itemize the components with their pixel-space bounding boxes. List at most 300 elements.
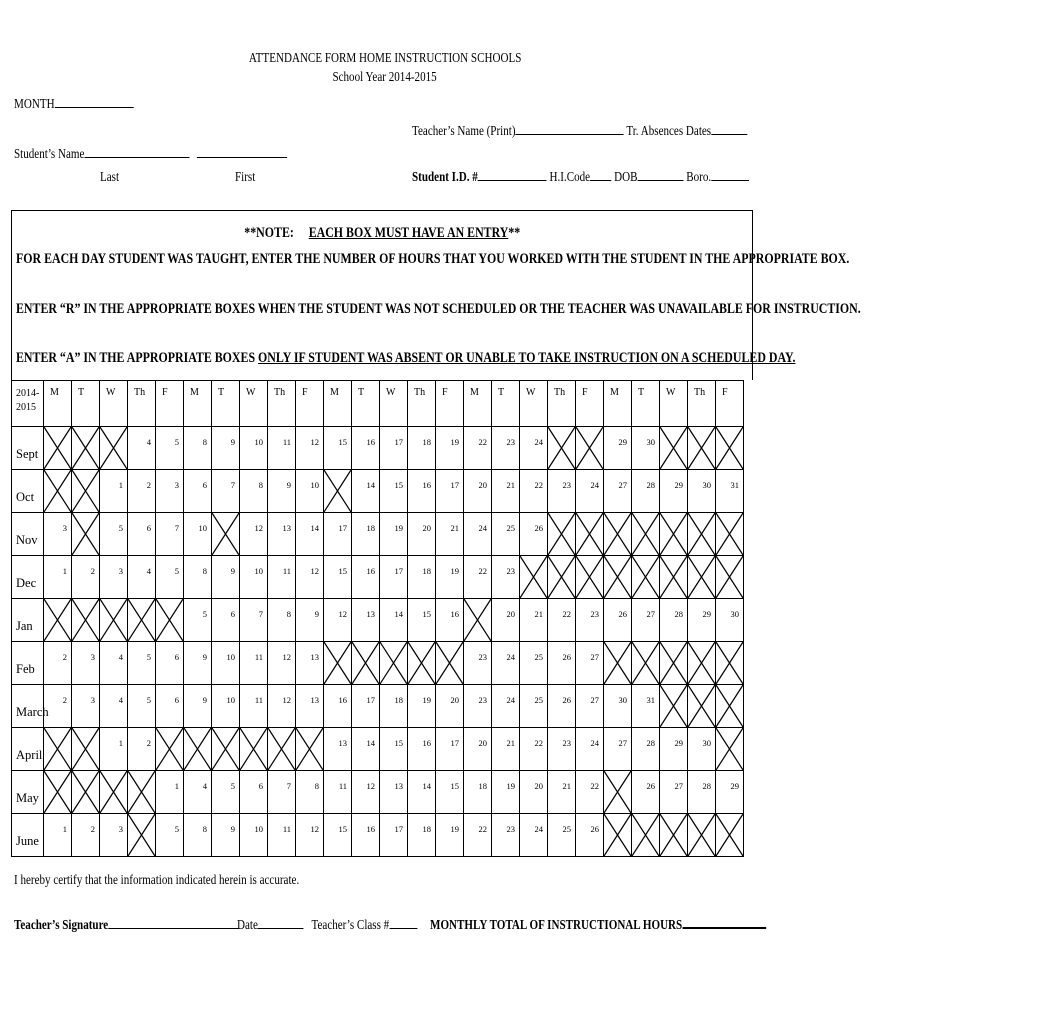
date-number: 5 xyxy=(174,566,179,576)
attendance-entry-cell[interactable] xyxy=(128,427,156,470)
attendance-entry-cell[interactable] xyxy=(520,599,548,642)
date-label: Date xyxy=(237,917,258,932)
student-last-field[interactable] xyxy=(84,157,189,158)
monthly-total-field[interactable] xyxy=(682,927,766,929)
attendance-entry-cell[interactable] xyxy=(212,427,240,470)
attendance-entry-cell[interactable] xyxy=(184,599,212,642)
attendance-entry-cell[interactable] xyxy=(716,470,744,513)
attendance-entry-cell[interactable] xyxy=(268,599,296,642)
date-number: 17 xyxy=(450,738,459,748)
attendance-entry-cell[interactable] xyxy=(352,556,380,599)
date-number: 20 xyxy=(534,781,543,791)
note-prefix: **NOTE: xyxy=(244,225,294,241)
attendance-entry-cell[interactable] xyxy=(184,427,212,470)
attendance-entry-cell[interactable] xyxy=(268,685,296,728)
attendance-entry-cell[interactable] xyxy=(436,556,464,599)
date-number: 17 xyxy=(394,437,403,447)
boro-field[interactable] xyxy=(711,180,749,181)
attendance-entry-cell[interactable] xyxy=(716,599,744,642)
attendance-entry-cell[interactable] xyxy=(44,513,72,556)
attendance-entry-cell[interactable] xyxy=(520,470,548,513)
attendance-entry-cell[interactable] xyxy=(604,427,632,470)
day-header-label: M xyxy=(610,387,619,398)
date-number: 19 xyxy=(450,566,459,576)
attendance-entry-cell[interactable] xyxy=(520,685,548,728)
attendance-entry-cell[interactable] xyxy=(408,556,436,599)
attendance-entry-cell[interactable] xyxy=(352,470,380,513)
month-field[interactable] xyxy=(55,107,134,108)
attendance-entry-cell[interactable] xyxy=(632,599,660,642)
attendance-entry-cell[interactable] xyxy=(408,685,436,728)
attendance-entry-cell[interactable] xyxy=(156,771,184,814)
date-number: 10 xyxy=(310,480,319,490)
attendance-entry-cell[interactable] xyxy=(604,470,632,513)
attendance-entry-cell[interactable] xyxy=(380,513,408,556)
crossed-out-cell xyxy=(44,470,72,513)
crossed-out-cell xyxy=(100,599,128,642)
attendance-entry-cell[interactable] xyxy=(380,599,408,642)
attendance-entry-cell[interactable] xyxy=(156,513,184,556)
attendance-entry-cell[interactable] xyxy=(72,814,100,857)
attendance-entry-cell[interactable] xyxy=(352,427,380,470)
attendance-entry-cell[interactable] xyxy=(100,642,128,685)
date-number: 20 xyxy=(422,523,431,533)
attendance-entry-cell[interactable] xyxy=(436,599,464,642)
attendance-entry-cell[interactable] xyxy=(408,513,436,556)
attendance-entry-cell[interactable] xyxy=(240,814,268,857)
attendance-entry-cell[interactable] xyxy=(324,771,352,814)
attendance-entry-cell[interactable] xyxy=(520,642,548,685)
attendance-entry-cell[interactable] xyxy=(240,685,268,728)
attendance-entry-cell[interactable] xyxy=(324,728,352,771)
instructions-box xyxy=(11,210,861,380)
attendance-entry-cell[interactable] xyxy=(100,513,128,556)
attendance-entry-cell[interactable] xyxy=(184,814,212,857)
date-number: 8 xyxy=(314,781,319,791)
crossed-out-cell xyxy=(576,513,604,556)
attendance-entry-cell[interactable] xyxy=(44,685,72,728)
attendance-entry-cell[interactable] xyxy=(492,427,520,470)
attendance-entry-cell[interactable] xyxy=(464,556,492,599)
attendance-entry-cell[interactable] xyxy=(548,728,576,771)
day-header xyxy=(324,381,352,427)
date-field[interactable] xyxy=(258,928,304,929)
attendance-entry-cell[interactable] xyxy=(520,513,548,556)
attendance-entry-cell[interactable] xyxy=(408,470,436,513)
attendance-entry-cell[interactable] xyxy=(44,556,72,599)
attendance-entry-cell[interactable] xyxy=(464,642,492,685)
dob-field[interactable] xyxy=(638,180,684,181)
attendance-entry-cell[interactable] xyxy=(520,427,548,470)
attendance-entry-cell[interactable] xyxy=(548,685,576,728)
day-header-label: W xyxy=(526,387,536,398)
attendance-entry-cell[interactable] xyxy=(688,599,716,642)
attendance-entry-cell[interactable] xyxy=(296,685,324,728)
attendance-entry-cell[interactable] xyxy=(716,771,744,814)
attendance-entry-cell[interactable] xyxy=(492,470,520,513)
attendance-entry-cell[interactable] xyxy=(352,599,380,642)
month-name: April xyxy=(16,748,43,762)
cross-mark-icon xyxy=(548,556,575,598)
date-number: 11 xyxy=(338,781,347,791)
attendance-entry-cell[interactable] xyxy=(492,642,520,685)
date-number: 21 xyxy=(534,609,543,619)
attendance-entry-cell[interactable] xyxy=(408,427,436,470)
date-number: 23 xyxy=(590,609,599,619)
attendance-entry-cell[interactable] xyxy=(296,556,324,599)
attendance-entry-cell[interactable] xyxy=(660,771,688,814)
attendance-entry-cell[interactable] xyxy=(576,599,604,642)
attendance-entry-cell[interactable] xyxy=(688,771,716,814)
attendance-entry-cell[interactable] xyxy=(660,470,688,513)
date-number: 18 xyxy=(366,523,375,533)
attendance-entry-cell[interactable] xyxy=(464,427,492,470)
attendance-entry-cell[interactable] xyxy=(492,685,520,728)
attendance-entry-cell[interactable] xyxy=(352,685,380,728)
attendance-entry-cell[interactable] xyxy=(128,513,156,556)
attendance-entry-cell[interactable] xyxy=(72,685,100,728)
attendance-entry-cell[interactable] xyxy=(436,771,464,814)
crossed-out-cell xyxy=(548,427,576,470)
attendance-entry-cell[interactable] xyxy=(156,470,184,513)
crossed-out-cell xyxy=(128,771,156,814)
attendance-entry-cell[interactable] xyxy=(520,814,548,857)
attendance-entry-cell[interactable] xyxy=(548,814,576,857)
attendance-entry-cell[interactable] xyxy=(632,728,660,771)
attendance-entry-cell[interactable] xyxy=(296,470,324,513)
cross-mark-icon xyxy=(324,642,351,684)
date-number: 22 xyxy=(562,609,571,619)
month-name-cell xyxy=(12,427,44,470)
attendance-entry-cell[interactable] xyxy=(184,556,212,599)
day-header xyxy=(156,381,184,427)
attendance-entry-cell[interactable] xyxy=(100,728,128,771)
attendance-entry-cell[interactable] xyxy=(240,427,268,470)
month-row-oct xyxy=(12,470,744,513)
date-number: 24 xyxy=(534,824,543,834)
attendance-entry-cell[interactable] xyxy=(380,728,408,771)
attendance-entry-cell[interactable] xyxy=(464,513,492,556)
cross-mark-icon xyxy=(716,556,743,598)
attendance-entry-cell[interactable] xyxy=(296,814,324,857)
attendance-entry-cell[interactable] xyxy=(296,771,324,814)
month-name-cell xyxy=(12,771,44,814)
date-number: 14 xyxy=(366,480,375,490)
day-header-label: W xyxy=(386,387,396,398)
date-number: 7 xyxy=(174,523,179,533)
day-header xyxy=(632,381,660,427)
attendance-entry-cell[interactable] xyxy=(156,685,184,728)
attendance-entry-cell[interactable] xyxy=(632,685,660,728)
attendance-entry-cell[interactable] xyxy=(100,470,128,513)
crossed-out-cell xyxy=(632,513,660,556)
attendance-entry-cell[interactable] xyxy=(212,685,240,728)
date-number: 21 xyxy=(506,480,515,490)
attendance-entry-cell[interactable] xyxy=(240,556,268,599)
attendance-entry-cell[interactable] xyxy=(240,599,268,642)
attendance-entry-cell[interactable] xyxy=(212,556,240,599)
attendance-entry-cell[interactable] xyxy=(156,814,184,857)
attendance-entry-cell[interactable] xyxy=(268,771,296,814)
day-header xyxy=(436,381,464,427)
attendance-entry-cell[interactable] xyxy=(688,728,716,771)
cross-mark-icon xyxy=(688,685,715,727)
attendance-entry-cell[interactable] xyxy=(268,556,296,599)
attendance-entry-cell[interactable] xyxy=(660,728,688,771)
date-number: 22 xyxy=(478,566,487,576)
date-number: 16 xyxy=(450,609,459,619)
cross-mark-icon xyxy=(688,556,715,598)
attendance-entry-cell[interactable] xyxy=(240,771,268,814)
attendance-entry-cell[interactable] xyxy=(128,470,156,513)
attendance-entry-cell[interactable] xyxy=(520,728,548,771)
crossed-out-cell xyxy=(44,599,72,642)
attendance-entry-cell[interactable] xyxy=(268,470,296,513)
attendance-entry-cell[interactable] xyxy=(240,470,268,513)
crossed-out-cell xyxy=(72,728,100,771)
attendance-entry-cell[interactable] xyxy=(128,728,156,771)
month-row-nov xyxy=(12,513,744,556)
crossed-out-cell xyxy=(716,556,744,599)
cross-mark-icon xyxy=(576,427,603,469)
attendance-entry-cell[interactable] xyxy=(548,771,576,814)
teacher-name-field[interactable] xyxy=(516,134,624,135)
attendance-entry-cell[interactable] xyxy=(380,427,408,470)
attendance-entry-cell[interactable] xyxy=(128,556,156,599)
attendance-entry-cell[interactable] xyxy=(184,513,212,556)
teacher-signature-field[interactable] xyxy=(108,928,239,929)
attendance-entry-cell[interactable] xyxy=(268,642,296,685)
date-number: 9 xyxy=(230,824,235,834)
attendance-entry-cell[interactable] xyxy=(380,556,408,599)
date-number: 2 xyxy=(62,652,67,662)
date-number: 6 xyxy=(174,695,179,705)
attendance-entry-cell[interactable] xyxy=(492,599,520,642)
attendance-entry-cell[interactable] xyxy=(296,427,324,470)
attendance-entry-cell[interactable] xyxy=(548,470,576,513)
attendance-entry-cell[interactable] xyxy=(268,427,296,470)
attendance-entry-cell[interactable] xyxy=(240,642,268,685)
attendance-entry-cell[interactable] xyxy=(576,814,604,857)
attendance-entry-cell[interactable] xyxy=(212,771,240,814)
attendance-entry-cell[interactable] xyxy=(380,771,408,814)
attendance-entry-cell[interactable] xyxy=(408,728,436,771)
crossed-out-cell xyxy=(632,814,660,857)
month-row-jan xyxy=(12,599,744,642)
crossed-out-cell xyxy=(604,642,632,685)
attendance-entry-cell[interactable] xyxy=(352,814,380,857)
attendance-entry-cell[interactable] xyxy=(380,685,408,728)
attendance-entry-cell[interactable] xyxy=(212,599,240,642)
cross-mark-icon xyxy=(688,642,715,684)
cross-mark-icon xyxy=(548,427,575,469)
attendance-entry-cell[interactable] xyxy=(632,771,660,814)
month-label: MONTH xyxy=(14,96,55,111)
attendance-entry-cell[interactable] xyxy=(324,685,352,728)
attendance-entry-cell[interactable] xyxy=(268,513,296,556)
crossed-out-cell xyxy=(212,513,240,556)
attendance-entry-cell[interactable] xyxy=(352,513,380,556)
date-number: 26 xyxy=(562,652,571,662)
attendance-entry-cell[interactable] xyxy=(436,513,464,556)
attendance-entry-cell[interactable] xyxy=(184,771,212,814)
attendance-entry-cell[interactable] xyxy=(576,642,604,685)
attendance-entry-cell[interactable] xyxy=(352,771,380,814)
attendance-entry-cell[interactable] xyxy=(128,685,156,728)
attendance-entry-cell[interactable] xyxy=(492,556,520,599)
attendance-entry-cell[interactable] xyxy=(44,814,72,857)
crossed-out-cell xyxy=(72,470,100,513)
dob-label: DOB xyxy=(614,169,638,184)
date-number: 12 xyxy=(282,695,291,705)
attendance-entry-cell[interactable] xyxy=(212,642,240,685)
attendance-entry-cell[interactable] xyxy=(576,728,604,771)
attendance-entry-cell[interactable] xyxy=(72,556,100,599)
school-year-label: 2014- 2015 xyxy=(16,388,40,413)
date-number: 19 xyxy=(450,437,459,447)
attendance-entry-cell[interactable] xyxy=(660,599,688,642)
tr-absences-field[interactable] xyxy=(711,134,747,135)
class-field[interactable] xyxy=(389,928,417,929)
attendance-entry-cell[interactable] xyxy=(408,599,436,642)
attendance-entry-cell[interactable] xyxy=(324,814,352,857)
attendance-entry-cell[interactable] xyxy=(492,814,520,857)
attendance-entry-cell[interactable] xyxy=(464,685,492,728)
day-header-label: Th xyxy=(694,387,706,398)
attendance-entry-cell[interactable] xyxy=(632,470,660,513)
attendance-entry-cell[interactable] xyxy=(324,427,352,470)
attendance-entry-cell[interactable] xyxy=(604,685,632,728)
attendance-entry-cell[interactable] xyxy=(100,685,128,728)
attendance-entry-cell[interactable] xyxy=(464,771,492,814)
day-header xyxy=(240,381,268,427)
attendance-entry-cell[interactable] xyxy=(156,427,184,470)
school-year-row xyxy=(0,69,770,85)
attendance-entry-cell[interactable] xyxy=(184,685,212,728)
crossed-out-cell xyxy=(716,427,744,470)
attendance-entry-cell[interactable] xyxy=(632,427,660,470)
date-number: 3 xyxy=(118,566,123,576)
crossed-out-cell xyxy=(464,599,492,642)
attendance-entry-cell[interactable] xyxy=(184,642,212,685)
attendance-entry-cell[interactable] xyxy=(436,814,464,857)
attendance-entry-cell[interactable] xyxy=(436,728,464,771)
date-number: 8 xyxy=(202,824,207,834)
attendance-entry-cell[interactable] xyxy=(240,513,268,556)
cross-mark-icon xyxy=(688,513,715,555)
attendance-entry-cell[interactable] xyxy=(576,470,604,513)
attendance-entry-cell[interactable] xyxy=(520,771,548,814)
date-number: 23 xyxy=(506,437,515,447)
attendance-entry-cell[interactable] xyxy=(296,599,324,642)
attendance-entry-cell[interactable] xyxy=(352,728,380,771)
attendance-entry-cell[interactable] xyxy=(408,771,436,814)
attendance-entry-cell[interactable] xyxy=(296,513,324,556)
attendance-entry-cell[interactable] xyxy=(408,814,436,857)
date-number: 2 xyxy=(90,824,95,834)
date-number: 29 xyxy=(674,738,683,748)
attendance-entry-cell[interactable] xyxy=(604,599,632,642)
attendance-entry-cell[interactable] xyxy=(324,513,352,556)
attendance-entry-cell[interactable] xyxy=(100,556,128,599)
hi-code-field[interactable] xyxy=(590,180,611,181)
day-header xyxy=(212,381,240,427)
attendance-entry-cell[interactable] xyxy=(212,814,240,857)
attendance-entry-cell[interactable] xyxy=(184,470,212,513)
date-number: 8 xyxy=(286,609,291,619)
attendance-entry-cell[interactable] xyxy=(436,427,464,470)
attendance-entry-cell[interactable] xyxy=(380,470,408,513)
first-label: First xyxy=(235,169,256,184)
attendance-entry-cell[interactable] xyxy=(464,814,492,857)
date-number: 26 xyxy=(618,609,627,619)
day-header-label: T xyxy=(78,387,85,398)
month-row-june xyxy=(12,814,744,857)
day-header-label: M xyxy=(330,387,339,398)
attendance-entry-cell[interactable] xyxy=(296,642,324,685)
attendance-entry-cell[interactable] xyxy=(44,642,72,685)
day-header-label: W xyxy=(246,387,256,398)
month-name: March xyxy=(16,705,49,719)
attendance-entry-cell[interactable] xyxy=(688,470,716,513)
attendance-entry-cell[interactable] xyxy=(268,814,296,857)
date-number: 12 xyxy=(338,609,347,619)
student-id-field[interactable] xyxy=(478,180,547,181)
crossed-out-cell xyxy=(520,556,548,599)
date-number: 17 xyxy=(366,695,375,705)
attendance-entry-cell[interactable] xyxy=(464,728,492,771)
attendance-entry-cell[interactable] xyxy=(324,556,352,599)
attendance-entry-cell[interactable] xyxy=(72,642,100,685)
attendance-entry-cell[interactable] xyxy=(324,599,352,642)
attendance-entry-cell[interactable] xyxy=(464,470,492,513)
attendance-entry-cell[interactable] xyxy=(492,513,520,556)
student-first-field[interactable] xyxy=(197,157,287,158)
date-number: 16 xyxy=(338,695,347,705)
date-number: 27 xyxy=(674,781,683,791)
attendance-entry-cell[interactable] xyxy=(492,771,520,814)
date-number: 12 xyxy=(366,781,375,791)
attendance-entry-cell[interactable] xyxy=(436,470,464,513)
attendance-entry-cell[interactable] xyxy=(548,642,576,685)
crossed-out-cell xyxy=(660,513,688,556)
attendance-entry-cell[interactable] xyxy=(576,685,604,728)
attendance-entry-cell[interactable] xyxy=(380,814,408,857)
date-number: 1 xyxy=(174,781,179,791)
date-number: 13 xyxy=(310,652,319,662)
attendance-entry-cell[interactable] xyxy=(212,470,240,513)
attendance-entry-cell[interactable] xyxy=(604,728,632,771)
cross-mark-icon xyxy=(604,556,631,598)
attendance-entry-cell[interactable] xyxy=(492,728,520,771)
attendance-entry-cell[interactable] xyxy=(576,771,604,814)
date-number: 23 xyxy=(506,566,515,576)
date-number: 11 xyxy=(254,695,263,705)
cross-mark-icon xyxy=(44,427,71,469)
date-number: 18 xyxy=(394,695,403,705)
date-number: 14 xyxy=(310,523,319,533)
date-number: 9 xyxy=(230,437,235,447)
date-number: 29 xyxy=(674,480,683,490)
attendance-entry-cell[interactable] xyxy=(548,599,576,642)
attendance-entry-cell[interactable] xyxy=(436,685,464,728)
attendance-entry-cell[interactable] xyxy=(100,814,128,857)
cross-mark-icon xyxy=(604,814,631,856)
attendance-entry-cell[interactable] xyxy=(156,642,184,685)
student-id-label: Student I.D. # xyxy=(412,169,478,184)
attendance-entry-cell[interactable] xyxy=(156,556,184,599)
attendance-entry-cell[interactable] xyxy=(128,642,156,685)
